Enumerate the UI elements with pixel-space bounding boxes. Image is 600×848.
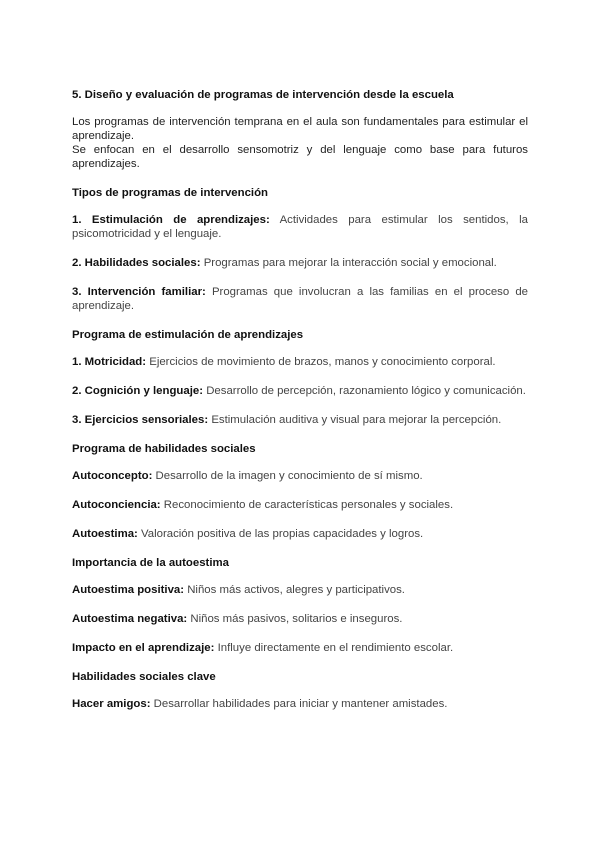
item-term: 1. Estimulación de aprendizajes:	[72, 214, 270, 226]
list-item	[72, 469, 528, 483]
list-item	[72, 498, 528, 512]
list-item	[72, 583, 528, 597]
item-term: Autoconcepto:	[72, 470, 153, 482]
document-title: 5. Diseño y evaluación de programas de intervención desde la escuela	[72, 89, 454, 101]
item-description: Estimulación auditiva y visual para mejorar la percepción.	[211, 414, 502, 426]
list-item	[72, 213, 528, 241]
item-term: Autoestima:	[72, 528, 138, 540]
item-term: Autoconciencia:	[72, 499, 161, 511]
item-term: 3. Ejercicios sensoriales:	[72, 414, 209, 426]
item-term: Hacer amigos:	[72, 698, 151, 710]
item-description: Programas para mejorar la interacción social y emocional.	[203, 257, 497, 269]
item-term: 1. Motricidad:	[72, 356, 147, 368]
item-term: 2. Cognición y lenguaje:	[72, 385, 204, 397]
item-description: Niños más activos, alegres y participativos.	[187, 584, 405, 596]
intro-line: Los programas de intervención temprana en el aula son fundamentales para estimular el aprendizaje.	[72, 116, 528, 142]
list-item	[72, 355, 528, 369]
list-item	[72, 527, 528, 541]
section-heading: Importancia de la autoestima	[72, 557, 229, 569]
list-item	[72, 697, 528, 711]
section-heading: Habilidades sociales clave	[72, 671, 216, 683]
section-heading: Programa de habilidades sociales	[72, 443, 256, 455]
item-description: Desarrollo de la imagen y conocimiento de sí mismo.	[155, 470, 423, 482]
item-term: 2. Habilidades sociales:	[72, 257, 201, 269]
document-page	[72, 88, 528, 726]
list-item	[72, 285, 528, 313]
item-term: 3. Intervención familiar:	[72, 286, 206, 298]
item-description: Influye directamente en el rendimiento escolar.	[217, 642, 454, 654]
intro-line: Se enfocan en el desarrollo sensomotriz y del lenguaje como base para futuros aprendizajes.	[72, 144, 528, 170]
item-description: Desarrollo de percepción, razonamiento lógico y comunicación.	[206, 385, 526, 397]
item-description: Ejercicios de movimiento de brazos, manos y conocimiento corporal.	[149, 356, 496, 368]
item-description: Reconocimiento de características personales y sociales.	[163, 499, 454, 511]
item-description: Actividades para estimular los sentidos, la psicomotricidad y el lenguaje.	[72, 214, 528, 240]
list-item	[72, 612, 528, 626]
section-heading: Programa de estimulación de aprendizajes	[72, 329, 304, 341]
list-item	[72, 384, 528, 398]
list-item	[72, 413, 528, 427]
item-description: Programas que involucran a las familias en el proceso de aprendizaje.	[72, 286, 528, 312]
list-item	[72, 641, 528, 655]
item-term: Impacto en el aprendizaje:	[72, 642, 215, 654]
list-item	[72, 256, 528, 270]
item-term: Autoestima negativa:	[72, 613, 188, 625]
item-description: Niños más pasivos, solitarios e inseguros.	[190, 613, 403, 625]
item-description: Valoración positiva de las propias capacidades y logros.	[141, 528, 424, 540]
section-heading: Tipos de programas de intervención	[72, 187, 269, 199]
item-description: Desarrollar habilidades para iniciar y mantener amistades.	[153, 698, 448, 710]
item-term: Autoestima positiva:	[72, 584, 185, 596]
intro-paragraph	[72, 115, 528, 171]
